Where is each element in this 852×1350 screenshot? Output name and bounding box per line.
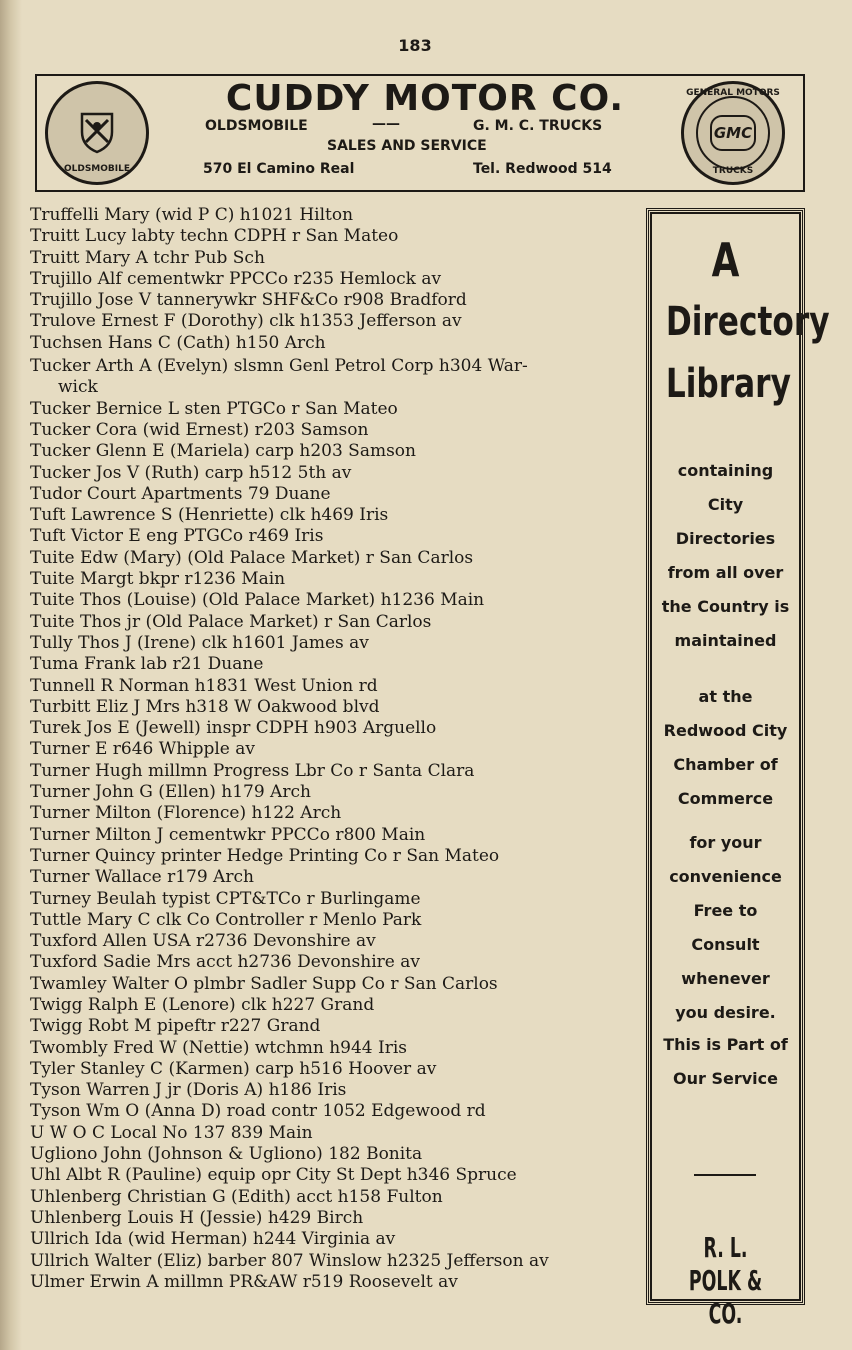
list-item: Tyson Wm O (Anna D) road contr 1052 Edgewood rd bbox=[30, 1101, 486, 1122]
list-item: Twigg Ralph E (Lenore) clk h227 Grand bbox=[30, 994, 375, 1015]
list-item: Turner Milton (Florence) h122 Arch bbox=[30, 803, 342, 824]
page-binding-edge bbox=[0, 0, 22, 1350]
sidebar-line: you desire. bbox=[675, 1003, 776, 1022]
list-item: Truitt Mary A tchr Pub Sch bbox=[30, 247, 265, 268]
list-item: Tuite Edw (Mary) (Old Palace Market) r San Carlos bbox=[30, 547, 474, 568]
sidebar-library-word: Library bbox=[665, 361, 791, 407]
company-name: CUDDY MOTOR CO. bbox=[225, 78, 625, 119]
list-item: Tucker Bernice L sten PTGCo r San Mateo bbox=[30, 398, 398, 419]
list-item: Truffelli Mary (wid P C) h1021 Hilton bbox=[30, 205, 354, 225]
gmc-badge-bottom-text: TRUCKS bbox=[712, 166, 754, 176]
oldsmobile-badge-text: OLDSMOBILE bbox=[63, 164, 131, 174]
dash-separator: —— bbox=[372, 116, 400, 132]
list-item: Ullrich Ida (wid Herman) h244 Virginia av bbox=[30, 1229, 396, 1250]
list-item: Tuite Thos jr (Old Palace Market) r San Carlos bbox=[30, 611, 432, 632]
list-item: Tuttle Mary C clk Co Controller r Menlo Park bbox=[30, 909, 422, 930]
gmc-badge-top-text: GENERAL MOTORS bbox=[686, 88, 780, 98]
list-item: Turner Hugh millmn Progress Lbr Co r Santa Clara bbox=[30, 760, 475, 781]
list-item: Tuxford Allen USA r2736 Devonshire av bbox=[30, 931, 376, 952]
list-item: Tucker Arth A (Evelyn) slsmn Genl Petrol Corp h304 War- bbox=[30, 356, 528, 377]
sidebar-divider bbox=[694, 1174, 756, 1176]
list-item: Trujillo Jose V tannerywkr SHF&Co r908 Bradford bbox=[30, 290, 467, 311]
sidebar-line: convenience bbox=[669, 867, 782, 886]
sidebar-line: for your bbox=[689, 833, 762, 852]
gmc-logo-text: GMC bbox=[710, 115, 756, 151]
list-item: U W O C Local No 137 839 Main bbox=[30, 1122, 313, 1143]
list-item: Turbitt Eliz J Mrs h318 W Oakwood blvd bbox=[30, 696, 380, 717]
list-item: Turner John G (Ellen) h179 Arch bbox=[30, 782, 311, 803]
service-label: SALES AND SERVICE bbox=[327, 138, 487, 154]
sidebar-line: This is Part of bbox=[663, 1035, 788, 1054]
list-item: Tucker Glenn E (Mariela) carp h203 Samson bbox=[30, 441, 416, 462]
sidebar-line: Free to bbox=[693, 901, 758, 920]
list-item: Turney Beulah typist CPT&TCo r Burlingame bbox=[30, 888, 421, 909]
list-item: Tuchsen Hans C (Cath) h150 Arch bbox=[30, 332, 326, 353]
directory-library-ad bbox=[646, 208, 830, 1330]
phone-label: Tel. Redwood 514 bbox=[473, 161, 612, 177]
list-item: Tucker Jos V (Ruth) carp h512 5th av bbox=[30, 462, 352, 483]
sidebar-line: Chamber of bbox=[673, 755, 778, 774]
sidebar-line: whenever bbox=[681, 969, 770, 988]
gmc-trucks-emblem-icon bbox=[681, 81, 785, 185]
sidebar-line: from all over bbox=[667, 563, 784, 582]
list-item: Turner Wallace r179 Arch bbox=[30, 867, 254, 888]
list-item: Tyson Warren J jr (Doris A) h186 Iris bbox=[30, 1080, 347, 1101]
list-item: Tudor Court Apartments 79 Duane bbox=[30, 483, 331, 504]
sidebar-line: Directories bbox=[675, 529, 776, 548]
list-item-continuation: wick bbox=[58, 377, 98, 398]
sidebar-line: Consult bbox=[691, 935, 760, 954]
list-item: Tucker Cora (wid Ernest) r203 Samson bbox=[30, 419, 369, 440]
list-item: Tyler Stanley C (Karmen) carp h516 Hoover av bbox=[30, 1058, 437, 1079]
page-number: 183 bbox=[398, 36, 432, 55]
list-item: Trulove Ernest F (Dorothy) clk h1353 Jefferson av bbox=[30, 311, 462, 332]
sidebar-line: City bbox=[707, 495, 744, 514]
list-item: Tuft Victor E eng PTGCo r469 Iris bbox=[30, 526, 324, 547]
sidebar-directory-word: Directory bbox=[665, 299, 830, 345]
sidebar-line: the Country is bbox=[661, 597, 790, 616]
list-item: Uhl Albt R (Pauline) equip opr City St Dept h346 Spruce bbox=[30, 1165, 517, 1186]
sidebar-line: containing bbox=[677, 461, 774, 480]
publisher-name: R. L. POLK & CO. bbox=[688, 1231, 763, 1330]
oldsmobile-emblem-icon bbox=[45, 81, 149, 185]
list-item: Uhlenberg Christian G (Edith) acct h158 Fulton bbox=[30, 1186, 443, 1207]
list-item: Uhlenberg Louis H (Jessie) h429 Birch bbox=[30, 1207, 364, 1228]
make-label: OLDSMOBILE bbox=[205, 118, 308, 134]
list-item: Tully Thos J (Irene) clk h1601 James av bbox=[30, 632, 369, 653]
list-item: Tuite Thos (Louise) (Old Palace Market) h1236 Main bbox=[30, 590, 485, 611]
directory-listing bbox=[30, 205, 640, 1293]
list-item: Turek Jos E (Jewell) inspr CDPH h903 Arguello bbox=[30, 718, 437, 739]
list-item: Ullrich Walter (Eliz) barber 807 Winslow h2325 Jefferson av bbox=[30, 1250, 549, 1271]
sidebar-line: Our Service bbox=[673, 1069, 778, 1088]
sidebar-letter-a: A bbox=[711, 233, 740, 287]
crest-icon bbox=[72, 106, 122, 156]
address-label: 570 El Camino Real bbox=[203, 161, 355, 177]
list-item: Twamley Walter O plmbr Sadler Supp Co r San Carlos bbox=[30, 973, 498, 994]
sidebar-line: Redwood City bbox=[663, 721, 788, 740]
trucks-label: G. M. C. TRUCKS bbox=[473, 118, 603, 134]
list-item: Turner Quincy printer Hedge Printing Co r San Mateo bbox=[30, 845, 500, 866]
list-item: Tuxford Sadie Mrs acct h2736 Devonshire av bbox=[30, 952, 420, 973]
sidebar-line: Commerce bbox=[677, 789, 774, 808]
list-item: Twigg Robt M pipeftr r227 Grand bbox=[30, 1016, 321, 1037]
sidebar-line: at the bbox=[698, 687, 753, 706]
list-item: Tuma Frank lab r21 Duane bbox=[30, 654, 264, 675]
list-item: Twombly Fred W (Nettie) wtchmn h944 Iris bbox=[30, 1037, 408, 1058]
list-item: Truitt Lucy labty techn CDPH r San Mateo bbox=[30, 226, 399, 247]
list-item: Tuft Lawrence S (Henriette) clk h469 Iris bbox=[30, 505, 389, 526]
cuddy-motor-ad bbox=[35, 74, 805, 192]
list-item: Tuite Margt bkpr r1236 Main bbox=[30, 569, 286, 590]
list-item: Ulmer Erwin A millmn PR&AW r519 Roosevelt av bbox=[30, 1271, 458, 1292]
list-item: Ugliono John (Johnson & Ugliono) 182 Bonita bbox=[30, 1144, 423, 1165]
list-item: Trujillo Alf cementwkr PPCCo r235 Hemlock av bbox=[30, 268, 442, 289]
list-item: Tunnell R Norman h1831 West Union rd bbox=[30, 675, 378, 696]
sidebar-line: maintained bbox=[674, 631, 777, 650]
list-item: Turner Milton J cementwkr PPCCo r800 Main bbox=[30, 824, 426, 845]
list-item: Turner E r646 Whipple av bbox=[30, 739, 256, 760]
